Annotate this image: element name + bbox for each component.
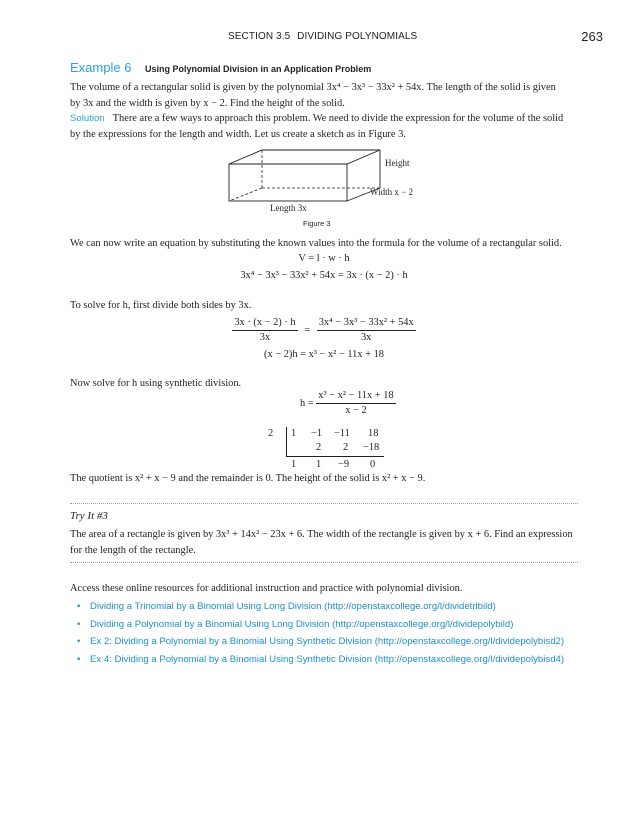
problem-line-2: by 3x and the width is given by x − 2. Find the height of the solid.: [70, 97, 345, 109]
left-denominator: 3x: [259, 332, 271, 343]
solution-paragraph: [70, 111, 578, 142]
equals-sign: =: [304, 324, 311, 336]
bullet-icon: •: [77, 618, 81, 630]
page-number: 263: [581, 29, 603, 44]
example-title: Using Polynomial Division in an Application Problem: [145, 64, 372, 74]
h-lhs: h =: [300, 397, 314, 409]
volume-equation: 3x⁴ − 3x³ − 33x² + 54x = 3x · (x − 2) · h: [240, 270, 408, 281]
length-label: Length 3x: [270, 203, 307, 213]
section-title: DIVIDING POLYNOMIALS: [297, 31, 418, 42]
try-it-top-rule: [70, 503, 578, 504]
problem-line-1: The volume of a rectangular solid is given by the polynomial 3x⁴ − 3x³ − 33x² + 54x. The length of the solid is given: [70, 82, 556, 93]
resource-link-text[interactable]: Ex 4: Dividing a Polynomial by a Binomial Using Synthetic Division (http://openstaxcollege.org/l/dividepolybisd4): [90, 653, 565, 665]
width-label: Width x − 2: [370, 187, 413, 197]
resource-link-text[interactable]: Ex 2: Dividing a Polynomial by a Binomial Using Synthetic Division (http://openstaxcollege.org/l/dividepolybisd2): [90, 636, 565, 647]
try-it-label: Try It #3: [70, 510, 108, 522]
mult-2: 2: [343, 442, 349, 453]
h-fraction: [300, 389, 396, 418]
try-it-line-2: for the length of the rectangle.: [70, 544, 196, 556]
synthetic-intro: Now solve for h using synthetic division.: [70, 378, 242, 389]
resource-link-text[interactable]: Dividing a Polynomial by a Binomial Using Long Division (http://openstaxcollege.org/l/dividepolybild): [90, 618, 514, 630]
bullet-icon: •: [77, 636, 81, 647]
resources-list: [70, 598, 564, 668]
bullet-icon: •: [77, 601, 81, 612]
rectangular-solid-figure: [222, 143, 422, 219]
right-denominator: 3x: [360, 332, 372, 343]
try-it-line-1: The area of a rectangle is given by 3x³ + 14x² − 23x + 6. The width of the rectangle is given by x + 6. Find an expression: [70, 529, 573, 540]
bullet-icon: •: [77, 653, 81, 665]
fraction-equation: [70, 316, 578, 345]
try-it-problem: [70, 527, 578, 558]
synthetic-horizontal-rule: [286, 456, 384, 457]
figure-caption: Figure 3: [303, 219, 331, 228]
solution-line-1: There are a few ways to approach this problem. We need to divide the expression for the volume of the solid: [112, 113, 564, 124]
resource-link[interactable]: [70, 633, 564, 651]
resources-intro: Access these online resources for additional instruction and practice with polynomial division.: [70, 583, 463, 594]
synthetic-vertical-rule: [286, 427, 287, 456]
result-1: 1: [291, 459, 297, 470]
solve-for-h-text: To solve for h, first divide both sides by 3x.: [70, 300, 252, 311]
try-it-bottom-rule: [70, 562, 578, 563]
volume-formula: V = l · w · h: [298, 253, 350, 264]
resource-link[interactable]: [70, 598, 564, 616]
height-label: Height: [385, 158, 410, 168]
right-fraction: [317, 316, 416, 345]
solution-label: Solution: [70, 113, 105, 124]
resource-link[interactable]: [70, 616, 564, 634]
h-numerator: x³ − x² − 11x + 18: [316, 389, 395, 404]
substitution-text: We can now write an equation by substituting the known values into the formula for the volume of a rectangular solid.: [70, 238, 562, 249]
right-numerator: 3x⁴ − 3x³ − 33x² + 54x: [317, 316, 416, 331]
quotient-text: The quotient is x² + x − 9 and the remainder is 0. The height of the solid is x² + x − 9.: [70, 473, 426, 484]
mult-3: −18: [363, 442, 380, 453]
coef-1: 1: [291, 428, 297, 439]
h-denominator: x − 2: [345, 405, 367, 416]
simplified-equation: (x − 2)h = x³ − x² − 11x + 18: [264, 349, 384, 360]
running-header: [228, 31, 417, 42]
coef-2: −1: [311, 428, 323, 439]
coef-4: 18: [368, 428, 379, 439]
left-numerator: 3x · (x − 2) · h: [232, 316, 297, 331]
example-label: Example 6: [70, 60, 132, 75]
remainder: 0: [370, 459, 376, 470]
example-problem: [70, 80, 578, 111]
mult-1: 2: [316, 442, 322, 453]
resource-link[interactable]: [70, 651, 564, 669]
section-number: SECTION 3.5: [228, 31, 291, 42]
resource-link-text[interactable]: Dividing a Trinomial by a Binomial Using Long Division (http://openstaxcollege.org/l/dividetribild): [90, 601, 496, 612]
divisor: 2: [268, 428, 274, 439]
solution-line-2: by the expressions for the length and width. Let us create a sketch as in Figure 3.: [70, 128, 406, 140]
left-fraction: [232, 316, 297, 345]
coef-3: −11: [334, 428, 350, 439]
h-quotient-fraction: [316, 389, 395, 418]
result-3: −9: [338, 459, 350, 470]
result-2: 1: [316, 459, 322, 470]
